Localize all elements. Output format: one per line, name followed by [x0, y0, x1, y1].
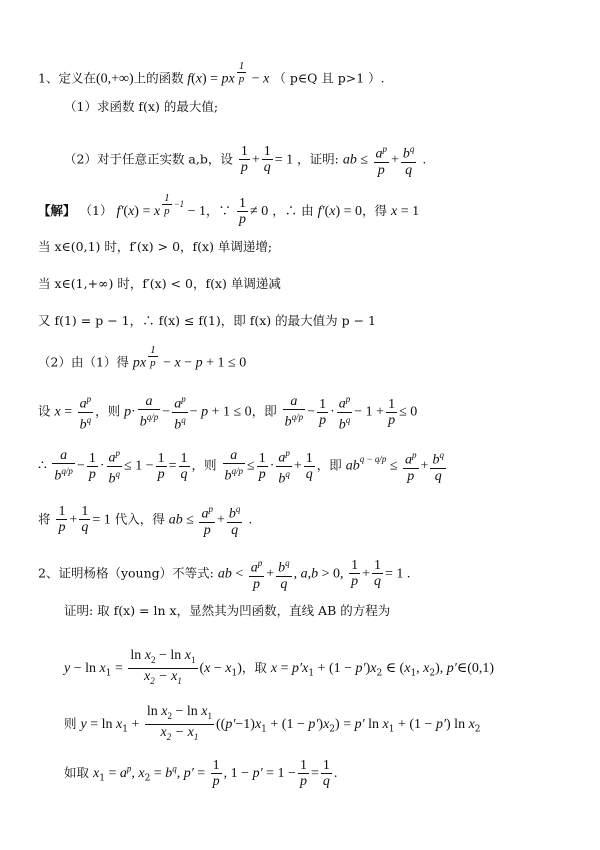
problem1-part2: （2）对于任意正实数 a,b，设 $\frac{1}{p}$ + $\frac{1}{q}$ = 1 ，证明: ab ≤ $\frac{a^p}{p}$ + $\frac{b^q}{q}$ . [64, 144, 427, 178]
solution1-line1: 【解】 （1） f′(x) = x $^{\frac{1}{p} -1}$ − 1，∵ $\frac{1}{p}$ ≠ 0 ，∴ 由 f′(x) = 0，得 x = 1 [38, 192, 420, 227]
problem2-substitution: 则 $y = \ln x_1$ + $\frac{\ln x_2 - \ln x_1}{x_2 - x_1}$ $((p'-1)x_1 + (1 - p')x_2) = p'$ $\ln x_1 + (1 - p')$ $\ln x_2$ [64, 704, 481, 742]
problem2-proof-intro: 证明: 取 f(x) = ln x，显然其为凹函数，直线 AB 的方程为 [64, 603, 391, 618]
solution1-line2: 当 x∈(0,1) 时，f′(x) > 0，f(x) 单调递增; [38, 239, 273, 254]
problem2-choice: 如取 $x_1 = a^p$, $x_2 = b^q$, p′ = $\frac{1}{p}$ , 1 − p′ = 1 − $\frac{1}{p}$ = $\frac{1}{q}$ . [64, 758, 338, 789]
solution1-line5: （2）由（1）得 px $^{\frac{1}{p}}$ − x − p + 1 ≤ 0 [38, 343, 247, 371]
solution1-line4: 又 f(1) = p − 1，∴ f(x) ≤ f(1)，即 f(x) 的最大值为 p − 1 [38, 313, 376, 328]
solution1-line7: ∴ $\frac{a}{b^{q/p}}$ − $\frac{1}{p}$ · $\frac{a^p}{b^q}$ ≤ 1 − $\frac{1}{p}$ = $\frac{1}{q}$ ，则 $\frac{a}{b^{q/p}}$ ≤ $\frac{1}{p}$ · $\frac{a^p}{b^q}$ + $\frac{1}{q}$ ，即 $ab^{q - q/p}$ ≤ $\frac{a^p}{p}$ + $\frac{b^q}{q}$ [38, 448, 444, 487]
problem1-statement: 1、定义在(0,+∞)上的函数 f(x) = px $^{\frac{1}{p}}$ − x （ p∈Q 且 p>1 ）. [38, 59, 385, 87]
solution1-line3: 当 x∈(1,+∞) 时，f′(x) < 0，f(x) 单调递减 [38, 276, 281, 291]
solution1-line6: 设 x = $\frac{a^p}{b^q}$ ，则 p· $\frac{a}{b^{q/p}}$ − $\frac{a^p}{b^q}$ − p + 1 ≤ 0，即 $\frac{a}{b^{q/p}}$ − $\frac{1}{p}$ · $\frac{a^p}{b^q}$ − 1 + $\frac{1}{p}$ ≤ 0 [38, 394, 418, 433]
problem2-line-ab-equation: $y - \ln x_1$ = $\frac{\ln x_2 - \ln x_1}{x_2 - x_1}$ $(x - x_1)$，取 $x = p'x_1 + (1 - p')x_2$ ∈ ($x_1$, $x_2$), p′∈(0,1) [64, 648, 495, 686]
problem2-statement: 2、证明杨格（young）不等式: ab < $\frac{a^p}{p}$ + $\frac{b^q}{q}$ , a,b > 0, $\frac{1}{p}$ + $\frac{1}{q}$ = 1 . [38, 558, 411, 592]
solution1-line8: 将 $\frac{1}{p}$ + $\frac{1}{q}$ = 1 代入，得 ab ≤ $\frac{a^p}{p}$ + $\frac{b^q}{q}$ . [38, 504, 253, 538]
problem1-part1: （1）求函数 f(x) 的最大值; [64, 99, 219, 114]
function-definition: f [183, 71, 192, 87]
